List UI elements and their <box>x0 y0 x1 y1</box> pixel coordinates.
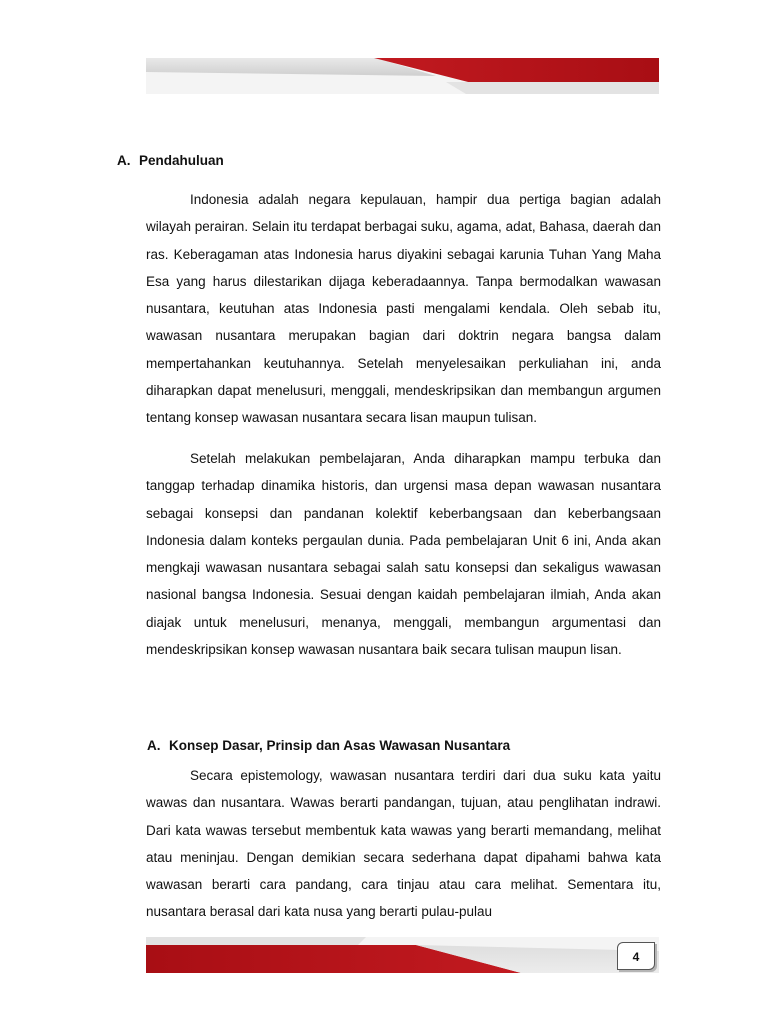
section-letter: A. <box>147 738 161 753</box>
section-letter: A. <box>117 153 131 168</box>
paragraph <box>146 762 661 926</box>
paragraph <box>146 186 661 432</box>
paragraph-text: Setelah melakukan pembelajaran, Anda diharapkan mampu terbuka dan tanggap terhadap dinamika historis, dan urgensi masa depan wawasan nusantara sebagai konsepsi dan pandanan kolektif keberbangsaan dan keberbangsaan Indonesia dalam konteks pergaulan dunia. Pada pembelajaran Unit 6 ini, Anda akan mengkaji wawasan nusantara sebagai salah satu konsepsi dan sekaligus wawasan nasional bangsa Indonesia. Sesuai dengan kaidah pembelajaran ilmiah, Anda akan diajak untuk menelusuri, menanya, menggali, membangun argumentasi dan mendeskripsikan konsep wawasan nusantara baik secara tulisan maupun lisan. <box>146 451 661 658</box>
paragraph <box>146 445 661 663</box>
header-banner-graphic <box>146 58 659 94</box>
section-heading-konsep-dasar <box>147 738 510 753</box>
footer-banner <box>146 937 659 973</box>
paragraph-text: Indonesia adalah negara kepulauan, hampir dua pertiga bagian adalah wilayah perairan. Selain itu terdapat berbagai suku, agama, adat, Bahasa, daerah dan ras. Keberagaman atas Indonesia harus diyakini sebagai karunia Tuhan Yang Maha Esa yang harus dilestarikan dijaga keberadaannya. Tanpa bermodalkan wawasan nusantara, keutuhan atas Indonesia pasti mengalami kendala. Oleh sebab itu, wawasan nusantara merupakan bagian dari doktrin negara bangsa dalam mempertahankan keutuhannya. Setelah menyelesaikan perkuliahan ini, anda diharapkan dapat menelusuri, menggali, mendeskripsikan dan membangun argumen tentang konsep wawasan nusantara secara lisan maupun tulisan. <box>146 192 661 426</box>
paragraph-text: Secara epistemology, wawasan nusantara terdiri dari dua suku kata yaitu wawas dan nusantara. Wawas berarti pandangan, tujuan, atau penglihatan indrawi. Dari kata wawas tersebut membentuk kata wawas yang berarti memandang, melihat atau meninjau. Dengan demikian secara sederhana dapat dipahami bahwa kata wawasan berarti cara pandang, cara tinjau atau cara melihat. Sementara itu, nusantara berasal dari kata nusa yang berarti pulau-pulau <box>146 768 661 920</box>
header-banner <box>146 58 659 94</box>
page-number-box <box>617 942 655 970</box>
section-title: Konsep Dasar, Prinsip dan Asas Wawasan Nusantara <box>169 738 511 753</box>
section-title: Pendahuluan <box>139 153 224 168</box>
section-heading-pendahuluan <box>117 153 224 168</box>
footer-banner-graphic <box>146 937 659 973</box>
page-number: 4 <box>632 950 640 964</box>
